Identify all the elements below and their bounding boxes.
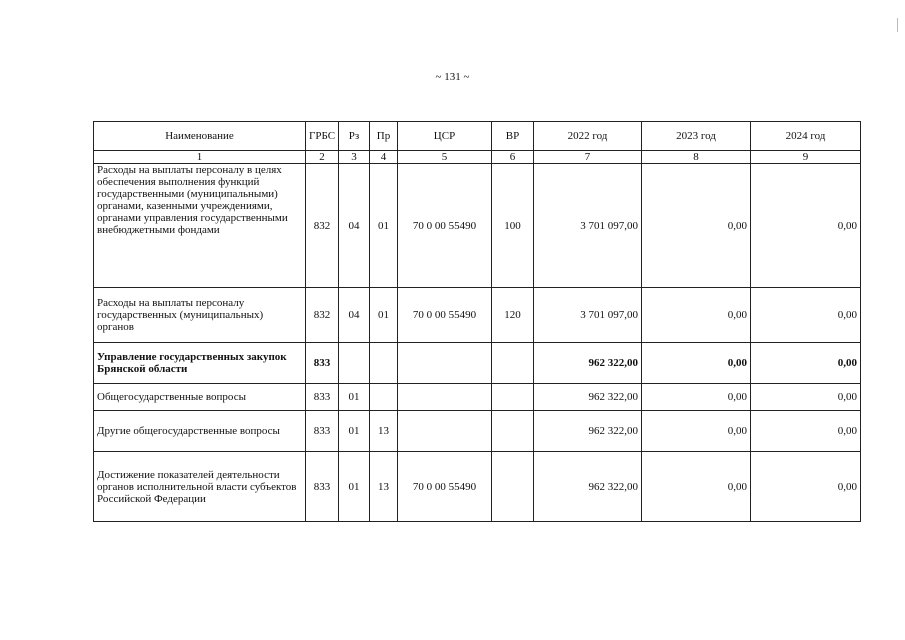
row-grbs: 833 <box>306 411 339 452</box>
row-pr: 13 <box>370 452 398 522</box>
header-vr: ВР <box>492 122 534 151</box>
row-grbs: 833 <box>306 384 339 411</box>
header-pr: Пр <box>370 122 398 151</box>
row-vr: 120 <box>492 288 534 343</box>
row-vr <box>492 452 534 522</box>
row-2024: 0,00 <box>751 452 861 522</box>
row-name: Расходы на выплаты персоналу государственных (муниципальных) органов <box>94 288 306 343</box>
row-2023: 0,00 <box>642 343 751 384</box>
header-2023: 2023 год <box>642 122 751 151</box>
row-csr: 70 0 00 55490 <box>398 164 492 288</box>
row-csr <box>398 343 492 384</box>
column-number: 2 <box>306 151 339 164</box>
row-vr: 100 <box>492 164 534 288</box>
row-2024: 0,00 <box>751 288 861 343</box>
row-rz: 01 <box>339 452 370 522</box>
row-2022: 962 322,00 <box>534 452 642 522</box>
row-pr <box>370 343 398 384</box>
row-name: Достижение показателей деятельности органов исполнительной власти субъектов Российской Федерации <box>94 452 306 522</box>
row-2022: 962 322,00 <box>534 384 642 411</box>
row-2024: 0,00 <box>751 164 861 288</box>
column-number: 9 <box>751 151 861 164</box>
row-rz <box>339 343 370 384</box>
row-rz: 04 <box>339 288 370 343</box>
row-grbs: 832 <box>306 164 339 288</box>
row-2024: 0,00 <box>751 343 861 384</box>
row-grbs: 832 <box>306 288 339 343</box>
row-rz: 01 <box>339 384 370 411</box>
column-number: 4 <box>370 151 398 164</box>
row-csr: 70 0 00 55490 <box>398 288 492 343</box>
header-rz: Рз <box>339 122 370 151</box>
header-csr: ЦСР <box>398 122 492 151</box>
column-number: 5 <box>398 151 492 164</box>
column-number: 8 <box>642 151 751 164</box>
row-2022: 962 322,00 <box>534 343 642 384</box>
row-2023: 0,00 <box>642 411 751 452</box>
table-row <box>94 384 861 411</box>
column-number: 7 <box>534 151 642 164</box>
column-number-row <box>94 151 861 164</box>
row-pr: 13 <box>370 411 398 452</box>
header-2024: 2024 год <box>751 122 861 151</box>
header-grbs: ГРБС <box>306 122 339 151</box>
row-pr <box>370 384 398 411</box>
row-pr: 01 <box>370 164 398 288</box>
table-row <box>94 164 861 288</box>
row-csr <box>398 411 492 452</box>
row-csr <box>398 384 492 411</box>
header-row <box>94 122 861 151</box>
row-2022: 3 701 097,00 <box>534 288 642 343</box>
table-row <box>94 288 861 343</box>
scan-edge-mark <box>897 18 898 32</box>
table-row <box>94 411 861 452</box>
table-row <box>94 452 861 522</box>
row-name: Управление государственных закупок Брянской области <box>94 343 306 384</box>
row-2023: 0,00 <box>642 384 751 411</box>
page-number: ~ 131 ~ <box>435 71 470 83</box>
row-2023: 0,00 <box>642 452 751 522</box>
row-2022: 3 701 097,00 <box>534 164 642 288</box>
table-row <box>94 343 861 384</box>
row-grbs: 833 <box>306 452 339 522</box>
row-vr <box>492 343 534 384</box>
budget-table <box>93 121 861 522</box>
column-number: 6 <box>492 151 534 164</box>
row-vr <box>492 411 534 452</box>
row-grbs: 833 <box>306 343 339 384</box>
row-csr: 70 0 00 55490 <box>398 452 492 522</box>
row-pr: 01 <box>370 288 398 343</box>
row-name: Общегосударственные вопросы <box>94 384 306 411</box>
row-name: Другие общегосударственные вопросы <box>94 411 306 452</box>
row-rz: 01 <box>339 411 370 452</box>
row-vr <box>492 384 534 411</box>
column-number: 1 <box>94 151 306 164</box>
header-name: Наименование <box>94 122 306 151</box>
row-2024: 0,00 <box>751 411 861 452</box>
header-2022: 2022 год <box>534 122 642 151</box>
column-number: 3 <box>339 151 370 164</box>
row-rz: 04 <box>339 164 370 288</box>
row-2024: 0,00 <box>751 384 861 411</box>
row-2023: 0,00 <box>642 164 751 288</box>
row-2022: 962 322,00 <box>534 411 642 452</box>
row-name: Расходы на выплаты персоналу в целях обеспечения выполнения функций государственными (муниципальными) органами, казенными учреждениями, органами управления государственными внебюджетными фондами <box>94 164 306 288</box>
row-2023: 0,00 <box>642 288 751 343</box>
